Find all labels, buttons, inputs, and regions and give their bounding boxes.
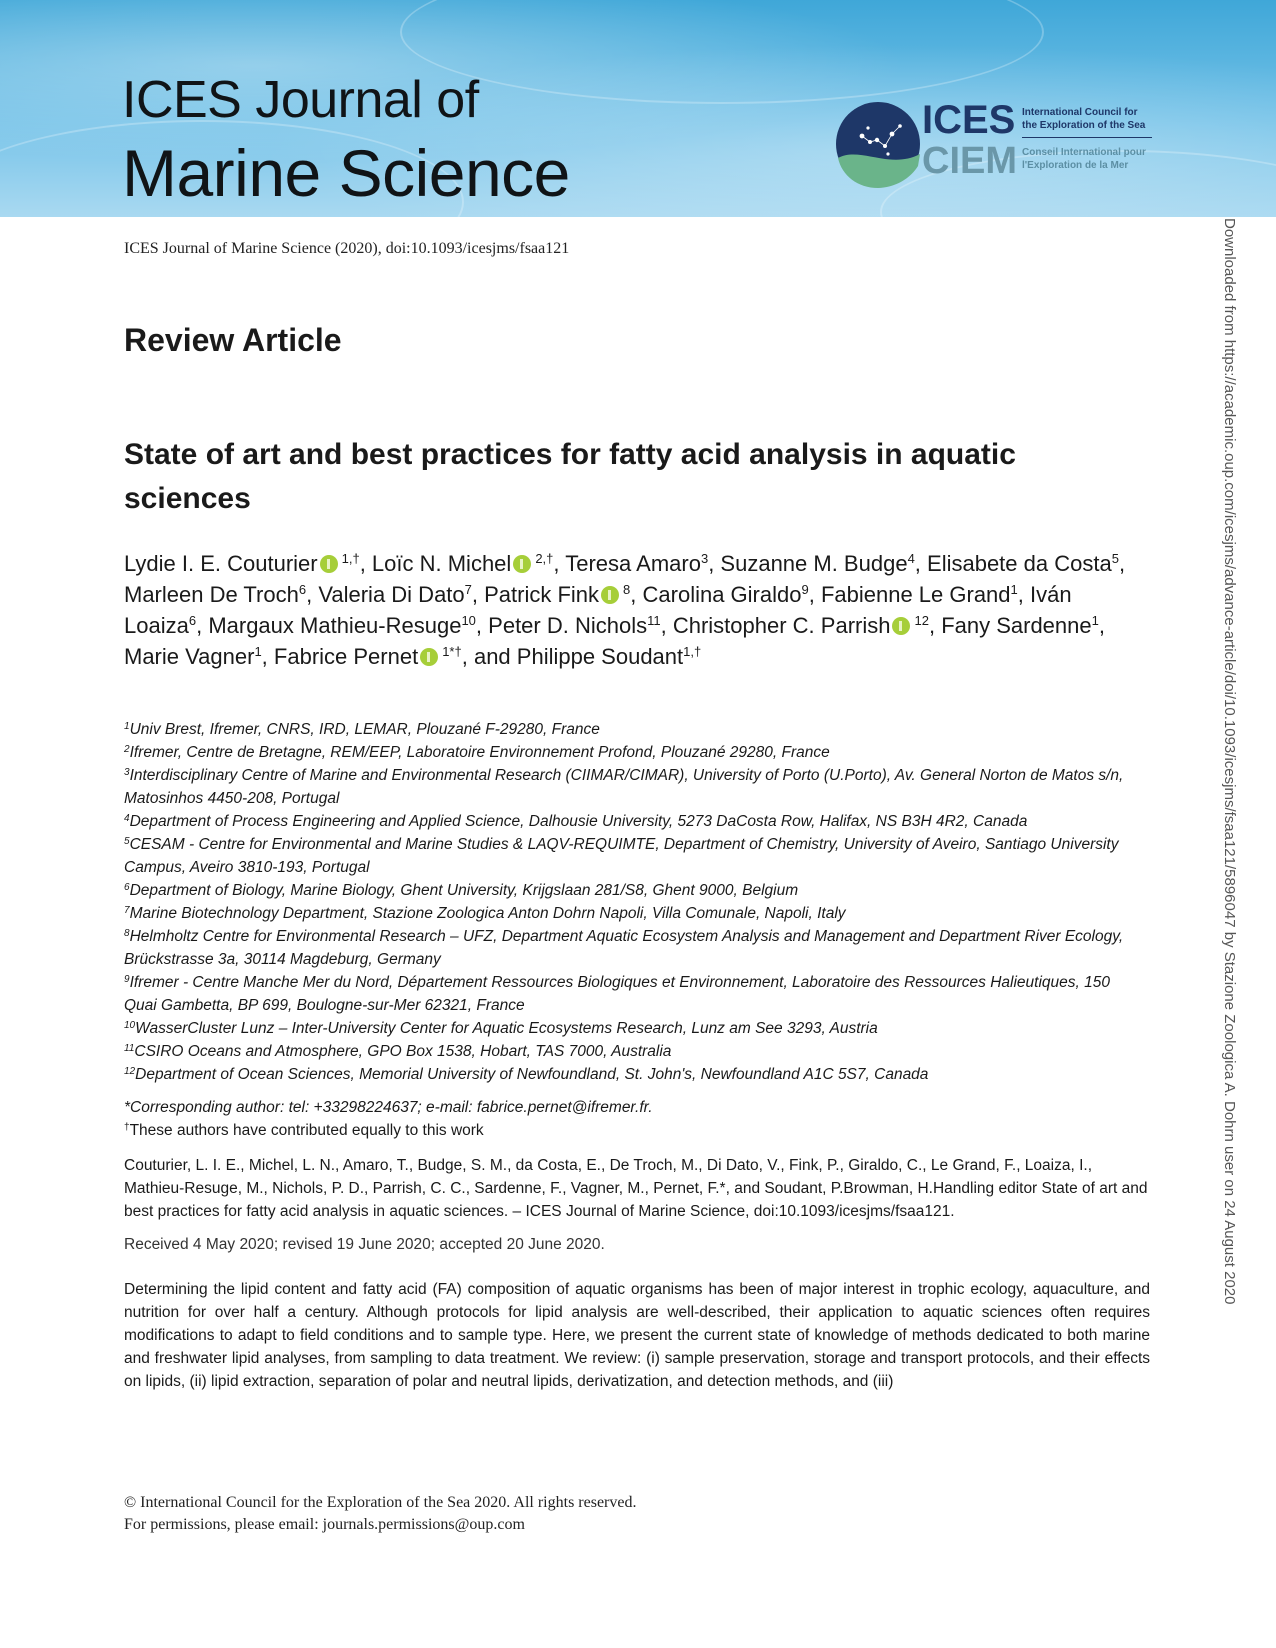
affiliation-text: Interdisciplinary Centre of Marine and Environmental Research (CIIMAR/CIMAR), University of Porto (U.Porto), Av. General Norton de Matos s/n, Matosinhos 4450-208, Portugal <box>124 767 1124 807</box>
author-affiliation-marker: 1,† <box>683 644 702 659</box>
orcid-icon[interactable] <box>892 617 910 635</box>
affiliation-item <box>124 1040 1144 1063</box>
author-name: Carolina Giraldo <box>642 582 802 607</box>
affiliation-text: Ifremer - Centre Manche Mer du Nord, Département Ressources Biologiques et Environnement, Laboratoire des Ressources Halieutiques, 150 Quai Gambetta, BP 699, Boulogne-sur-Mer 62321, France <box>124 974 1110 1014</box>
copyright-block <box>124 1492 636 1536</box>
author-affiliation-marker: 12 <box>914 613 929 628</box>
author-separator: , <box>630 582 643 607</box>
author-name: Loïc N. Michel <box>371 551 512 576</box>
affiliation-text: CESAM - Centre for Environmental and Marine Studies & LAQV-REQUIMTE, Department of Chemistry, University of Aveiro, Santiago University Campus, Aveiro 3810-193, Portugal <box>124 836 1119 876</box>
author-name: Elisabete da Costa <box>927 551 1112 576</box>
author-name: Fany Sardenne <box>941 613 1092 638</box>
affiliation-item <box>124 902 1144 925</box>
banner-wave <box>400 0 1044 104</box>
cite-as-block: Couturier, L. I. E., Michel, L. N., Amaro, T., Budge, S. M., da Costa, E., De Troch, M., Di Dato, V., Fink, P., Giraldo, C., Le Grand, F., Loaiza, I., Mathieu-Resuge, M., Nichols, P. D., Parrish, C. C., Sardenne, F., Vagner, M., Pernet, F.*, and Soudant, P.Browman, H.Handling editor State of art and best practices for fatty acid analysis in aquatic sciences. – ICES Journal of Marine Science, doi:10.1093/icesjms/fsaa121. <box>124 1157 1148 1220</box>
author-separator: , <box>475 613 489 638</box>
affiliation-number: 7 <box>124 905 130 916</box>
author-affiliation-marker: 1 <box>1091 613 1099 628</box>
affiliation-number: 8 <box>124 928 130 939</box>
affiliation-text: Department of Process Engineering and Applied Science, Dalhousie University, 5273 DaCosta Row, Halifax, NS B3H 4R2, Canada <box>129 813 1028 830</box>
author-separator: , <box>708 551 721 576</box>
affiliation-text: Ifremer, Centre de Bretagne, REM/EEP, Laboratoire Environnement Profond, Plouzané 29280, France <box>129 744 830 761</box>
correspondence-block <box>124 1096 1124 1142</box>
author-separator: , <box>1118 551 1126 576</box>
author-separator: , and <box>461 644 517 669</box>
journal-title-line1: ICES Journal of <box>122 71 479 129</box>
affiliation-number: 10 <box>124 1020 136 1031</box>
author-name: Fabienne Le Grand <box>820 582 1011 607</box>
affiliation-item <box>124 925 1144 971</box>
author-affiliation-marker: 1*† <box>442 644 462 659</box>
author-affiliation-marker: 6 <box>188 613 197 628</box>
equal-contribution-mark: † <box>124 1122 130 1133</box>
author-affiliation-marker: 5 <box>1111 551 1119 566</box>
author-name: Patrick Fink <box>484 582 600 607</box>
author-affiliation-marker: 3 <box>700 551 709 566</box>
author-separator: , <box>808 582 821 607</box>
corresponding-author: *Corresponding author: tel: +33298224637; e-mail: fabrice.pernet@ifremer.fr. <box>124 1099 653 1116</box>
affiliation-number: 12 <box>124 1066 136 1077</box>
affiliation-text: WasserCluster Lunz – Inter-University Center for Aquatic Ecosystems Research, Lunz am See 3293, Austria <box>135 1020 878 1037</box>
organization-name-french: Conseil International pour l'Exploration de la Mer <box>1022 147 1146 171</box>
ciem-logo-text: CIEM <box>922 140 1017 182</box>
affiliation-number: 11 <box>124 1043 135 1054</box>
affiliation-item <box>124 764 1144 810</box>
author-name: Philippe Soudant <box>516 644 684 669</box>
author-affiliation-marker: 9 <box>801 582 809 597</box>
author-list <box>124 548 1144 672</box>
affiliation-text: Department of Ocean Sciences, Memorial University of Newfoundland, St. John's, Newfoundland A1C 5S7, Canada <box>135 1066 929 1083</box>
affiliation-text: Department of Biology, Marine Biology, Ghent University, Krijgslaan 281/S8, Ghent 9000, Belgium <box>129 882 799 899</box>
affiliation-number: 5 <box>124 836 130 847</box>
author-affiliation-marker: 1 <box>254 644 262 659</box>
author-name: Valeria Di Dato <box>318 582 465 607</box>
orcid-icon[interactable] <box>513 555 531 573</box>
affiliation-number: 6 <box>124 882 130 893</box>
author-separator: , <box>359 551 372 576</box>
article-title: State of art and best practices for fatty acid analysis in aquatic sciences <box>124 438 1016 515</box>
author-name: Christopher C. Parrish <box>672 613 891 638</box>
abstract-text: Determining the lipid content and fatty acid (FA) composition of aquatic organisms has been of major interest in trophic ecology, aquaculture, and nutrition for over half a century. Although protocols for lipid analysis are well-described, their application to aquatic sciences often requires modifications to adapt to field conditions and to sample type. Here, we present the current state of knowledge of methods dedicated to both marine and freshwater lipid analyses, from sampling to data treatment. We review: (i) sample preservation, storage and transport protocols, and their effects on lipids, (ii) lipid extraction, separation of polar and neutral lipids, derivatization, and detection methods, and (iii) <box>124 1281 1150 1390</box>
author-separator: , <box>928 613 942 638</box>
affiliation-item <box>124 718 1144 741</box>
author-affiliation-marker: 10 <box>461 613 476 628</box>
author-name: Teresa Amaro <box>565 551 701 576</box>
author-separator: , <box>1098 613 1105 638</box>
affiliation-item <box>124 1017 1144 1040</box>
affiliation-item <box>124 741 1144 764</box>
author-separator: , <box>471 582 485 607</box>
affiliation-item <box>124 1063 1144 1086</box>
author-name: Margaux Mathieu-Resuge <box>208 613 462 638</box>
download-side-note <box>1218 218 1242 1428</box>
journal-banner <box>0 0 1276 217</box>
affiliation-number: 2 <box>124 744 130 755</box>
affiliation-list <box>124 718 1144 1086</box>
journal-citation-line: ICES Journal of Marine Science (2020), doi:10.1093/icesjms/fsaa121 <box>124 240 570 257</box>
author-separator: , <box>660 613 673 638</box>
author-affiliation-marker: 6 <box>298 582 307 597</box>
author-affiliation-marker: 11 <box>647 613 661 628</box>
author-separator: , <box>306 582 319 607</box>
received-dates: Received 4 May 2020; revised 19 June 2020; accepted 20 June 2020. <box>124 1236 605 1253</box>
affiliation-text: Helmholtz Centre for Environmental Research – UFZ, Department Aquatic Ecosystem Analysis and Management and Department River Ecology, Brückstrasse 3a, 30114 Magdeburg, Germany <box>124 928 1124 968</box>
author-affiliation-marker: 4 <box>907 551 915 566</box>
affiliation-item <box>124 810 1144 833</box>
author-name: Marie Vagner <box>124 644 255 669</box>
author-affiliation-marker: 1 <box>1010 582 1018 597</box>
author-separator: , <box>196 613 209 638</box>
affiliation-item <box>124 833 1144 879</box>
permissions-line: For permissions, please email: journals.permissions@oup.com <box>124 1516 525 1533</box>
affiliation-number: 3 <box>124 767 130 778</box>
affiliation-text: Marine Biotechnology Department, Stazione Zoologica Anton Dohrn Napoli, Villa Comunale, Napoli, Italy <box>129 905 846 922</box>
author-name: Lydie I. E. Couturier <box>124 551 318 576</box>
author-affiliation-marker: 1,† <box>341 551 360 566</box>
article-type-heading: Review Article <box>124 322 342 358</box>
orcid-icon[interactable] <box>420 648 438 666</box>
author-separator: , <box>553 551 566 576</box>
affiliation-text: Univ Brest, Ifremer, CNRS, IRD, LEMAR, Plouzané F-29280, France <box>129 721 600 738</box>
affiliation-text: CSIRO Oceans and Atmosphere, GPO Box 1538, Hobart, TAS 7000, Australia <box>134 1043 672 1060</box>
ices-logo-text: ICES <box>922 98 1016 142</box>
author-name: Peter D. Nichols <box>488 613 648 638</box>
author-separator: , <box>261 644 274 669</box>
download-note-text: Downloaded from https://academic.oup.com/icesjms/advance-article/doi/10.1093/icesjms/fsaa121/5896047 by Stazione Zoologica A. Dohrn user on 24 August 2020 <box>1221 218 1238 1305</box>
orcid-icon[interactable] <box>320 555 338 573</box>
copyright-line: © International Council for the Exploration of the Sea 2020. All rights reserved. <box>124 1494 637 1511</box>
equal-contribution-note <box>124 1119 1124 1142</box>
affiliation-number: 9 <box>124 974 130 985</box>
organization-name-english: International Council for the Exploration of the Sea <box>1022 106 1152 138</box>
equal-contribution-text: These authors have contributed equally to this work <box>129 1122 484 1139</box>
journal-title-line2: Marine Science <box>122 136 570 210</box>
author-name: Marleen De Troch <box>124 582 299 607</box>
author-separator: , <box>914 551 928 576</box>
author-name: Fabrice Pernet <box>273 644 419 669</box>
author-affiliation-marker: 8 <box>623 582 631 597</box>
affiliation-number: 4 <box>124 813 130 824</box>
affiliation-item <box>124 971 1144 1017</box>
affiliation-item <box>124 879 1144 902</box>
ices-logo-icon <box>830 96 926 192</box>
author-affiliation-marker: 2,† <box>535 551 554 566</box>
author-name: Suzanne M. Budge <box>720 551 908 576</box>
author-affiliation-marker: 7 <box>464 582 472 597</box>
author-separator: , <box>1017 582 1030 607</box>
affiliation-number: 1 <box>124 721 130 732</box>
author-name: Iván Loaiza <box>124 582 1072 638</box>
orcid-icon[interactable] <box>601 586 619 604</box>
